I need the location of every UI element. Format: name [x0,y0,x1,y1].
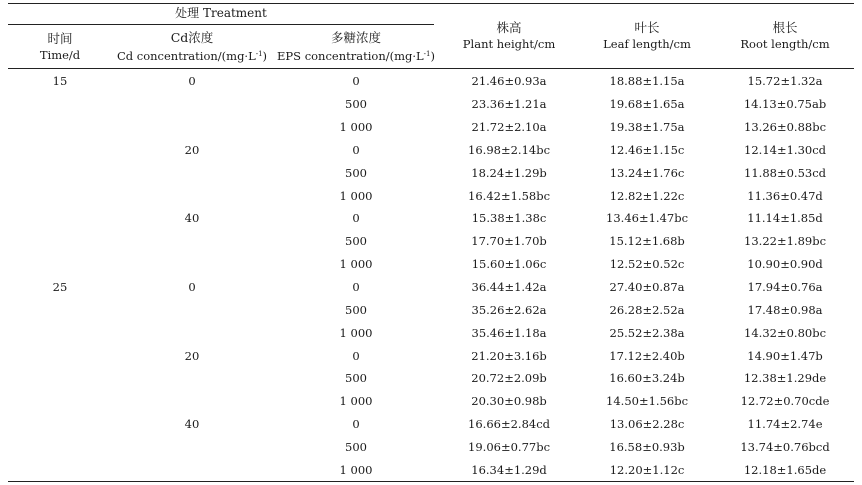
table-row [8,367,854,390]
leaf-length-zh: 叶长 [634,20,660,35]
time-header [8,26,112,69]
eps-cell: 1 000 [339,188,373,203]
table-row [8,161,854,184]
eps-cell: 0 [352,142,360,157]
time-cell [8,390,112,413]
plant-height-cell: 18.24±1.29b [471,165,547,180]
cd-en-text: Cd concentration/(mg·L [116,49,256,63]
plant-height-cell: 36.44±1.42a [471,280,547,295]
table-row [8,321,854,344]
leaf-length-cell: 14.50±1.56bc [606,394,689,409]
root-length-cell: 12.72±0.70cde [740,394,830,409]
plant-height-cell: 19.06±0.77bc [468,439,551,454]
eps-en-close: ) [430,49,435,63]
cd-cell [112,436,272,459]
eps-cell: 1 000 [272,458,440,481]
root-length-header [716,4,854,69]
table-row [8,390,854,413]
root-length-en: Root length/cm [740,37,830,51]
eps-cell: 500 [345,234,367,249]
table-row [8,139,854,162]
leaf-length-cell: 16.60±3.24b [609,371,685,386]
eps-cell: 0 [352,74,360,89]
plant-height-zh: 株高 [496,20,522,35]
eps-cell: 500 [345,302,367,317]
plant-height-cell: 16.42±1.58bc [468,188,551,203]
leaf-length-cell: 12.46±1.15c [609,142,685,157]
time-zh: 时间 [47,31,73,46]
eps-concentration-header [272,26,440,69]
table-row [8,207,854,230]
table-row [8,436,854,459]
root-length-cell: 14.90±1.47b [747,348,823,363]
table-row [8,69,854,93]
root-length-cell: 12.14±1.30cd [744,142,827,157]
table-row [8,116,854,139]
root-length-cell: 11.36±0.47d [747,188,823,203]
leaf-length-cell: 19.68±1.65a [609,97,685,112]
time-en: Time/d [39,48,81,62]
table-header [8,4,854,69]
leaf-length-en: Leaf length/cm [603,37,691,51]
time-cell [8,230,112,253]
data-table-container [8,3,854,482]
eps-cell: 1 000 [339,257,373,272]
table-body [8,69,854,482]
root-length-cell: 11.74±2.74e [747,417,823,432]
cd-cell: 20 [184,348,200,363]
root-length-cell: 13.26±0.88bc [744,120,827,135]
time-cell [8,321,112,344]
plant-height-cell: 16.34±1.29d [440,458,578,481]
eps-cell: 1 000 [339,394,373,409]
table-row [8,276,854,299]
time-cell [8,413,112,436]
leaf-length-cell: 12.82±1.22c [609,188,685,203]
time-cell [8,458,112,481]
plant-height-cell: 23.36±1.21a [471,97,547,112]
plant-height-cell: 35.46±1.18a [471,325,547,340]
plant-height-en: Plant height/cm [462,37,556,51]
cd-cell [112,298,272,321]
root-length-cell: 10.90±0.90d [747,257,823,272]
plant-height-cell: 17.70±1.70b [471,234,547,249]
cd-cell [112,184,272,207]
time-cell [8,344,112,367]
table-row [8,344,854,367]
plant-height-cell: 15.38±1.38c [471,211,547,226]
time-cell [8,436,112,459]
cd-en-close: ) [262,49,268,63]
cd-en [112,46,272,64]
time-cell [8,184,112,207]
eps-zh: 多糖浓度 [331,30,382,45]
eps-cell: 1 000 [339,325,373,340]
plant-height-cell: 20.72±2.09b [471,371,547,386]
leaf-length-cell: 13.24±1.76c [609,165,685,180]
eps-cell: 0 [352,348,360,363]
table-row [8,413,854,436]
time-cell [8,93,112,116]
root-length-cell: 15.72±1.32a [747,74,823,89]
root-length-cell: 11.14±1.85d [747,211,823,226]
time-cell [8,298,112,321]
leaf-length-cell: 13.46±1.47bc [606,211,689,226]
cd-cell [112,116,272,139]
root-length-cell: 17.48±0.98a [747,302,823,317]
plant-height-cell: 16.66±2.84cd [468,417,551,432]
cd-unit-sup: -1 [255,50,263,58]
time-cell: 25 [52,280,68,295]
cd-cell [112,321,272,344]
cd-cell: 40 [184,211,200,226]
cd-cell [112,390,272,413]
cd-cell [112,367,272,390]
time-cell [8,367,112,390]
leaf-length-cell: 15.12±1.68b [609,234,685,249]
eps-cell: 1 000 [339,120,373,135]
plant-height-header [440,4,578,69]
cd-concentration-header [112,26,272,69]
root-length-cell: 13.22±1.89bc [744,234,827,249]
cd-cell [112,93,272,116]
plant-height-cell: 15.60±1.06c [471,257,547,272]
eps-cell: 0 [352,211,360,226]
leaf-length-header [578,4,716,69]
cd-cell: 0 [188,280,196,295]
table-row [8,253,854,276]
plant-height-cell: 21.20±3.16b [471,348,547,363]
cd-zh: Cd浓度 [170,30,214,45]
root-length-cell: 14.32±0.80bc [744,325,827,340]
table-row [8,298,854,321]
table-row [8,184,854,207]
cd-cell: 20 [184,142,200,157]
eps-cell: 500 [345,165,367,180]
eps-cell: 500 [345,371,367,386]
eps-cell: 0 [352,280,360,295]
growth-data-table [8,3,854,482]
eps-unit-sup: -1 [423,50,431,58]
plant-height-cell: 35.26±2.62a [471,302,547,317]
root-length-cell: 12.18±1.65de [716,458,854,481]
root-length-zh: 根长 [772,20,798,35]
cd-cell: 40 [184,417,200,432]
table-row [8,93,854,116]
eps-cell: 0 [352,417,360,432]
leaf-length-cell: 17.12±2.40b [609,348,685,363]
time-cell [8,253,112,276]
cd-cell [112,161,272,184]
leaf-length-cell: 27.40±0.87a [609,280,685,295]
leaf-length-cell: 25.52±2.38a [609,325,685,340]
leaf-length-cell: 19.38±1.75a [609,120,685,135]
table-row [8,230,854,253]
leaf-length-cell: 13.06±2.28c [609,417,685,432]
time-cell [8,207,112,230]
time-cell [8,139,112,162]
leaf-length-cell: 16.58±0.93b [609,439,685,454]
cd-cell: 0 [188,74,196,89]
leaf-length-cell: 18.88±1.15a [609,74,685,89]
root-length-cell: 17.94±0.76a [747,280,823,295]
leaf-length-cell: 12.20±1.12c [578,458,716,481]
leaf-length-cell: 26.28±2.52a [609,302,685,317]
leaf-length-cell: 12.52±0.52c [609,257,685,272]
eps-en-text: EPS concentration/(mg·L [277,49,424,63]
plant-height-cell: 21.46±0.93a [471,74,547,89]
plant-height-cell: 16.98±2.14bc [468,142,551,157]
root-length-cell: 12.38±1.29de [743,371,827,386]
root-length-cell: 13.74±0.76bcd [740,439,830,454]
plant-height-cell: 21.72±2.10a [471,120,547,135]
treatment-label: 处理 Treatment [8,5,434,25]
time-cell [8,116,112,139]
cd-cell [112,230,272,253]
eps-cell: 500 [345,439,367,454]
treatment-group-header [8,4,440,27]
cd-cell [112,458,272,481]
eps-cell: 500 [345,97,367,112]
cd-cell [112,253,272,276]
eps-en [272,46,440,64]
plant-height-cell: 20.30±0.98b [471,394,547,409]
root-length-cell: 14.13±0.75ab [743,97,827,112]
table-row [8,458,854,481]
time-cell [8,161,112,184]
root-length-cell: 11.88±0.53cd [744,165,827,180]
time-cell: 15 [52,74,68,89]
